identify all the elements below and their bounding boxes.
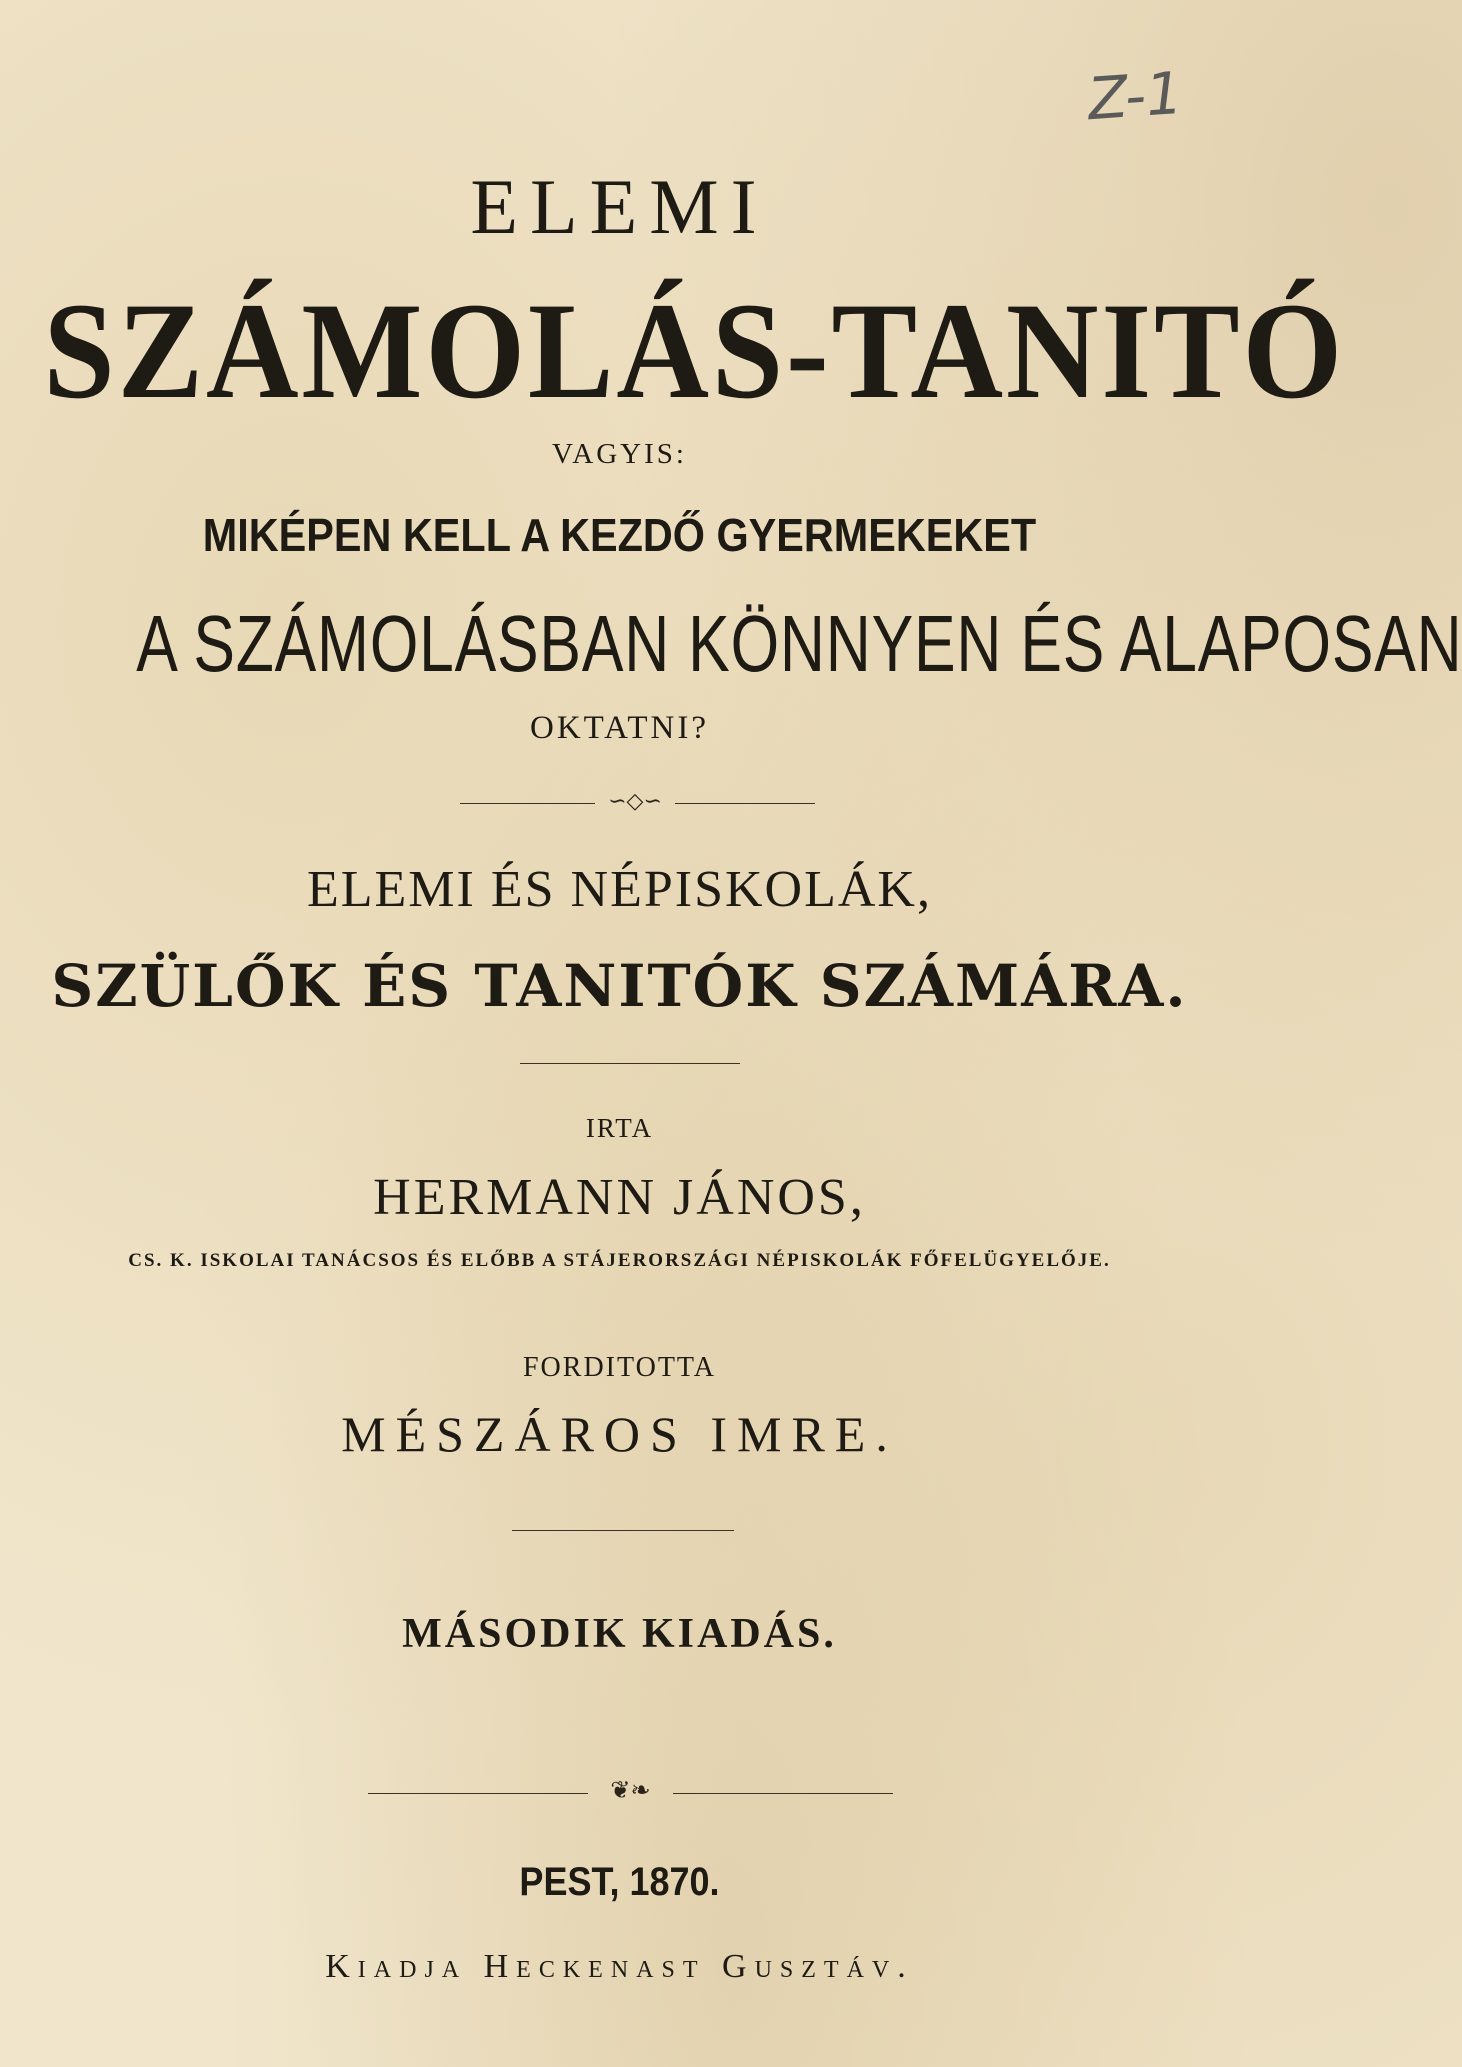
subtitle-line-2: A SZÁMOLÁSBAN KÖNNYEN ÉS ALAPOSAN xyxy=(136,599,1462,688)
ornament-rule-right-2 xyxy=(673,1793,893,1794)
author-role: CS. K. ISKOLAI TANÁCSOS ÉS ELŐBB A STÁJERORSZÁGI NÉPISKOLÁK FŐFELÜGYELŐJE. xyxy=(128,1250,1111,1271)
shelfmark-annotation: Z-1 xyxy=(1085,58,1185,134)
subtitle-vagyis: VAGYIS: xyxy=(552,438,687,470)
author-label: IRTA xyxy=(585,1113,654,1143)
translator-name: MÉSZÁROS IMRE. xyxy=(341,1406,898,1462)
ornament-flourish-icon-2: ❦❧ xyxy=(610,1776,651,1804)
ornament-rule-right xyxy=(675,803,815,804)
audience-line-2: SZÜLŐK ÉS TANITÓK SZÁMÁRA. xyxy=(51,952,1188,1020)
translator-label: FORDITOTTA xyxy=(522,1352,717,1383)
edition: MÁSODIK KIADÁS. xyxy=(402,1611,837,1657)
title-pre: ELEMI xyxy=(470,163,769,250)
ornament-rule-left-2 xyxy=(368,1793,588,1794)
main-title: SZÁMOLÁS-TANITÓ xyxy=(43,274,1346,427)
audience-line-1: ELEMI ÉS NÉPISKOLÁK, xyxy=(307,861,932,918)
imprint-publisher: Kiadja Heckenast Gusztáv. xyxy=(325,1948,914,1985)
subtitle-line-3: OKTATNI? xyxy=(530,710,709,746)
divider-rule-2 xyxy=(512,1530,734,1531)
ornament-rule-left xyxy=(460,803,595,804)
author-name: HERMANN JÁNOS, xyxy=(373,1169,866,1226)
imprint-place-year: PEST, 1870. xyxy=(519,1860,720,1904)
divider-rule xyxy=(520,1063,740,1064)
subtitle-line-1: MIKÉPEN KELL A KEZDŐ GYERMEKEKET xyxy=(202,509,1037,561)
ornament-flourish-icon: ∽◇∽ xyxy=(608,789,662,814)
